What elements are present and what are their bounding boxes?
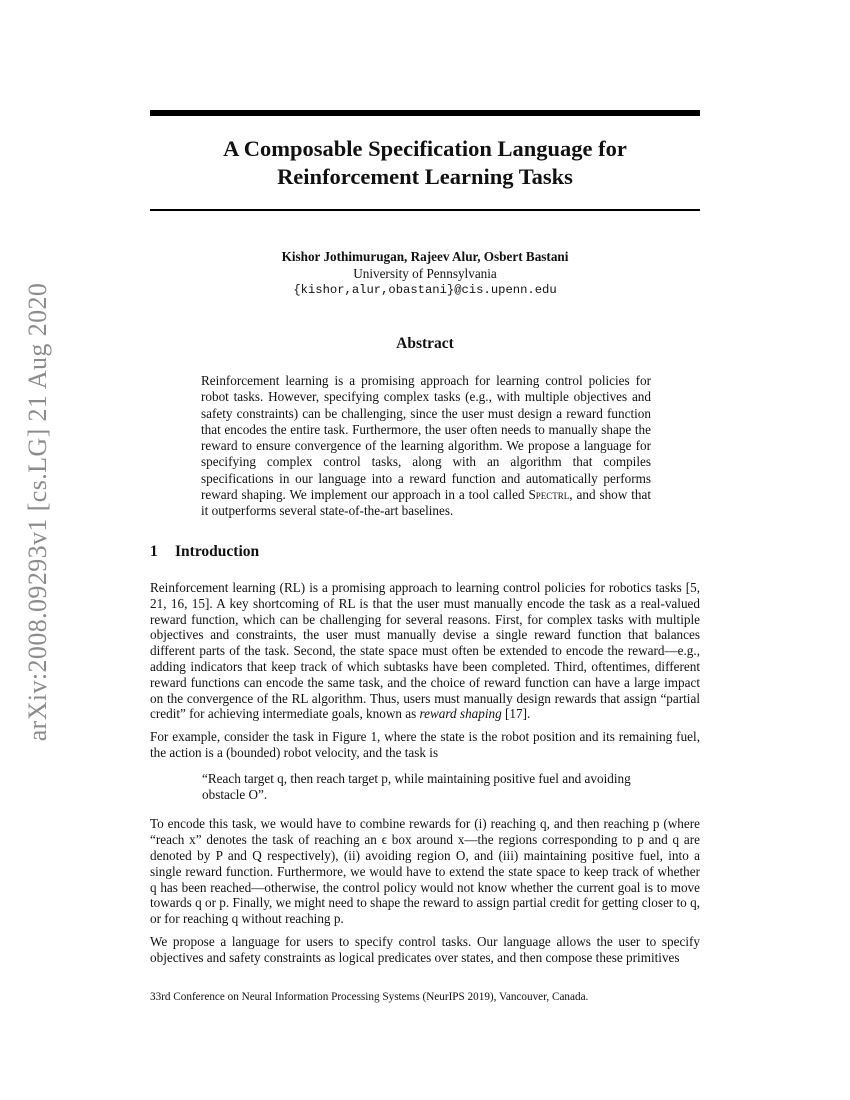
paragraph-4: We propose a language for users to specify control tasks. Our language allows the user to specify objectives and safety constraints as logical predicates over states, and then compose these primitives [150,933,700,965]
paragraph-1-citation: [17]. [501,706,531,722]
title-rule-bottom [150,209,700,211]
section-number: 1 [150,543,158,560]
paragraph-2: For example, consider the task in Figure 1, where the state is the robot position and its remaining fuel, the action is a (bounded) robot velocity, and the task is [150,729,700,760]
paragraph-1-emphasis: reward shaping [419,706,502,722]
abstract-heading: Abstract [396,335,454,352]
abstract-body [201,373,651,520]
paragraph-1-text: Reinforcement learning (RL) is a promising approach to learning control policies for robotics tasks [5, 21, 16, 15]. A key shortcoming of RL is that the user must manually encode the task as a real-valued reward function, which can be challenging for several reasons. First, for complex tasks with multiple objectives and constraints, the user must manually devise a single reward function that balances different parts of the task. Second, the state space must often be extended to encode the reward—e.g., adding indicators that keep track of which subtasks have been completed. Third, oftentimes, different reward functions can encode the same task, and the choice of reward function can have a large impact on the convergence of the RL algorithm. Thus, users must manually design rewards that assign “partial credit” for achieving intermediate goals, known as [150,580,700,722]
paper-title [150,135,700,191]
abstract-text-part-1: Reinforcement learning is a promising approach for learning control policies for robot tasks. However, specifying complex tasks (e.g., with multiple objectives and safety constraints) can be challenging, since the user must design a reward function that encodes the entire task. Furthermore, the user often needs to manually shape the reward to ensure convergence of the learning algorithm. We propose a language for specifying complex control tasks, along with an algorithm that compiles specifications in our language into a reward function and automatically performs reward shaping. We implement our approach in a tool called [201,373,651,503]
arxiv-identifier-text: arXiv:2008.09293v1 [cs.LG] 21 Aug 2020 [23,282,52,742]
title-rule-top [150,110,700,116]
author-names: Kishor Jothimurugan, Rajeev Alur, Osbert Bastani [281,249,569,264]
author-affiliation: University of Pennsylvania [353,265,497,281]
title-line-1: A Composable Specification Language for [223,136,627,161]
abstract-text-part-2: , and show that it outperforms several state-of-the-art baselines. [201,487,651,519]
introduction-body [150,580,700,973]
author-email: {kishor,alur,obastani}@cis.upenn.edu [293,283,557,297]
title-line-2: Reinforcement Learning Tasks [277,164,573,189]
arxiv-identifier [16,262,60,762]
paragraph-1 [150,580,700,722]
task-quote: “Reach target q, then reach target p, while maintaining positive fuel and avoiding obstacle O”. [202,770,631,802]
author-block [150,249,700,299]
section-heading [150,543,259,561]
section-title: Introduction [175,543,260,560]
tool-name: Spectrl [528,487,570,503]
conference-footnote: 33rd Conference on Neural Information Processing Systems (NeurIPS 2019), Vancouver, Canada. [150,991,589,1003]
paragraph-3: To encode this task, we would have to combine rewards for (i) reaching q, and then reaching p (where “reach x” denotes the task of reaching an ϵ box around x—the regions corresponding to p and q are denoted by P and Q respectively), (ii) avoiding region O, and (iii) maintaining positive fuel, into a single reward function. Furthermore, we would have to extend the state space to keep track of whether q has been reached—otherwise, the control policy would not know whether the current goal is to move towards q or p. Finally, we might need to shape the reward to assign partial credit for getting closer to q, or for reaching q without reaching p. [150,816,700,927]
